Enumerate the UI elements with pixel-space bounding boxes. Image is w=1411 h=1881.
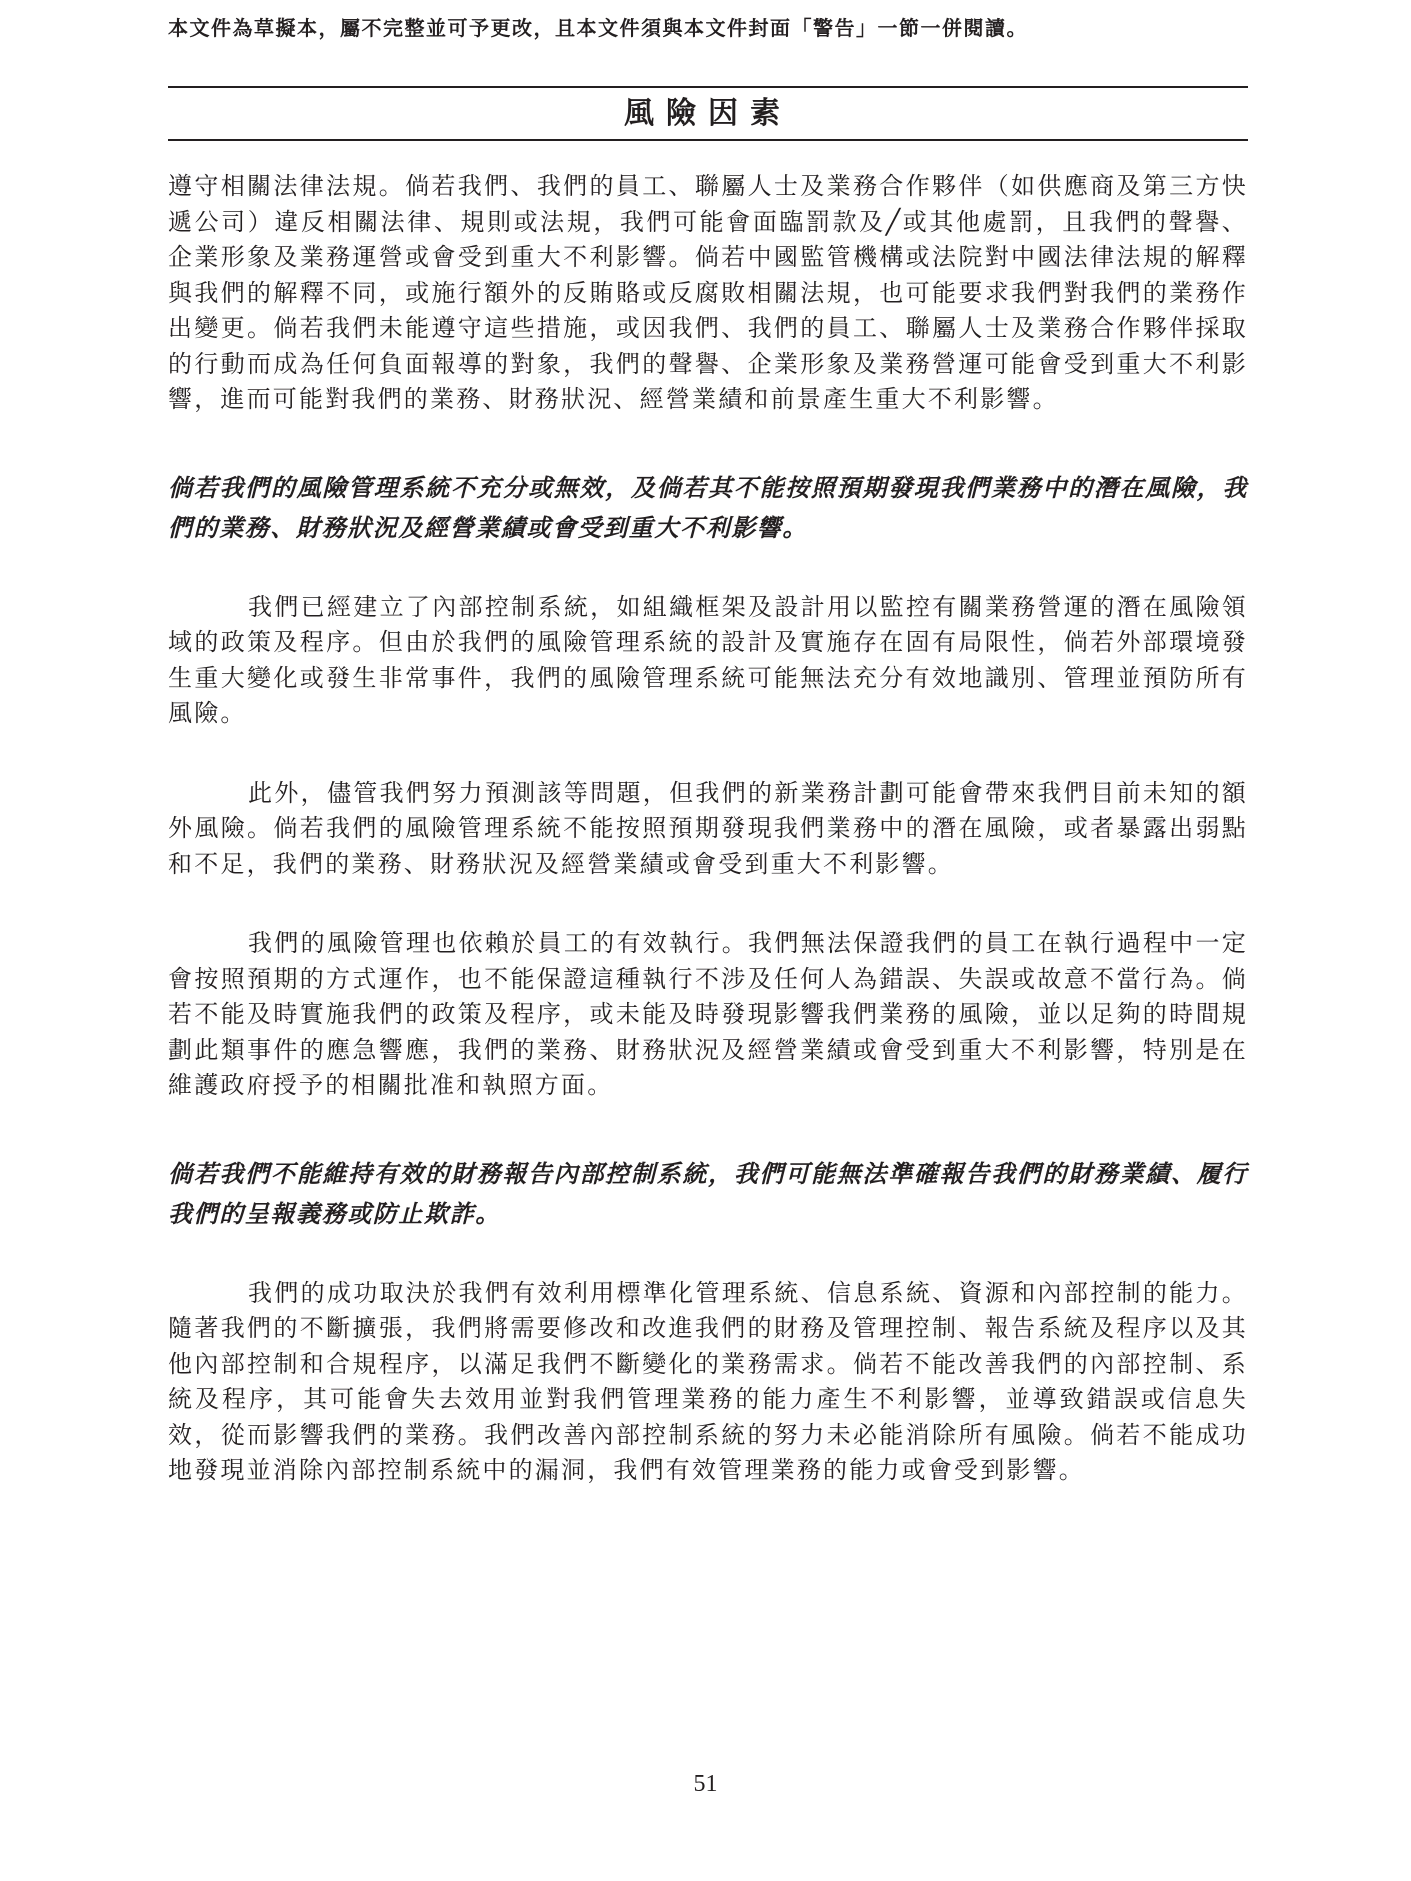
paragraph-spacer	[168, 732, 1248, 776]
paragraph-spacer	[168, 1104, 1248, 1154]
paragraph-2: 我們已經建立了內部控制系統，如組織框架及設計用以監控有關業務營運的潛在風險領域的政策及程序。但由於我們的風險管理系統的設計及實施存在固有局限性，倘若外部環境發生重大變化或發生非常事件，我們的風險管理系統可能無法充分有效地識別、管理並預防所有風險。	[168, 592, 1248, 727]
paragraph-1: 遵守相關法律法規。倘若我們、我們的員工、聯屬人士及業務合作夥伴（如供應商及第三方快遞公司）違反相關法律、規則或法規，我們可能會面臨罰款及╱或其他處罰，且我們的聲譽、企業形象及業務運營或會受到重大不利影響。倘若中國監管機構或法院對中國法律法規的解釋與我們的解釋不同，或施行額外的反賄賂或反腐敗相關法規，也可能要求我們對我們的業務作出變更。倘若我們未能遵守這些措施，或因我們、我們的員工、聯屬人士及業務合作夥伴採取的行動而成為任何負面報導的對象，我們的聲譽、企業形象及業務營運可能會受到重大不利影響，進而可能對我們的業務、財務狀況、經營業績和前景產生重大不利影響。	[168, 172, 1248, 413]
paragraph-spacer	[168, 882, 1248, 926]
main-content	[168, 169, 1248, 1489]
risk-heading-2: 倘若我們不能維持有效的財務報告內部控制系統，我們可能無法準確報告我們的財務業績、履行我們的呈報義務或防止欺詐。	[168, 1158, 1248, 1228]
header-top-rule	[168, 86, 1248, 88]
risk-heading-1: 倘若我們的風險管理系統不充分或無效，及倘若其不能按照預期發現我們業務中的潛在風險，我們的業務、財務狀況及經營業績或會受到重大不利影響。	[168, 472, 1248, 542]
paragraph-5: 我們的成功取決於我們有效利用標準化管理系統、信息系統、資源和內部控制的能力。隨著我們的不斷擴張，我們將需要修改和改進我們的財務及管理控制、報告系統及程序以及其他內部控制和合規程序，以滿足我們不斷變化的業務需求。倘若不能改善我們的內部控制、系統及程序，其可能會失去效用並對我們管理業務的能力產生不利影響，並導致錯誤或信息失效，從而影響我們的業務。我們改善內部控制系統的努力未必能消除所有風險。倘若不能成功地發現並消除內部控制系統中的漏洞，我們有效管理業務的能力或會受到影響。	[168, 1278, 1248, 1484]
paragraph-4: 我們的風險管理也依賴於員工的有效執行。我們無法保證我們的員工在執行過程中一定會按照預期的方式運作，也不能保證這種執行不涉及任何人為錯誤、失誤或故意不當行為。倘若不能及時實施我們的政策及程序，或未能及時發現影響我們業務的風險，並以足夠的時間規劃此類事件的應急響應，我們的業務、財務狀況及經營業績或會受到重大不利影響，特別是在維護政府授予的相關批准和執照方面。	[168, 929, 1248, 1099]
page-number: 51	[693, 1771, 718, 1797]
paragraph-spacer	[168, 548, 1248, 590]
paragraph-spacer	[168, 418, 1248, 468]
section-title: 風險因素	[624, 96, 792, 131]
paragraph-3: 此外，儘管我們努力預測該等問題，但我們的新業務計劃可能會帶來我們目前未知的額外風險。倘若我們的風險管理系統不能按照預期發現我們業務中的潛在風險，或者暴露出弱點和不足，我們的業務、財務狀況及經營業績或會受到重大不利影響。	[168, 778, 1248, 878]
draft-notice: 本文件為草擬本，屬不完整並可予更改，且本文件須與本文件封面「警告」一節一併閱讀。	[168, 16, 1028, 40]
paragraph-spacer	[168, 1234, 1248, 1276]
header-bottom-rule	[168, 139, 1248, 141]
